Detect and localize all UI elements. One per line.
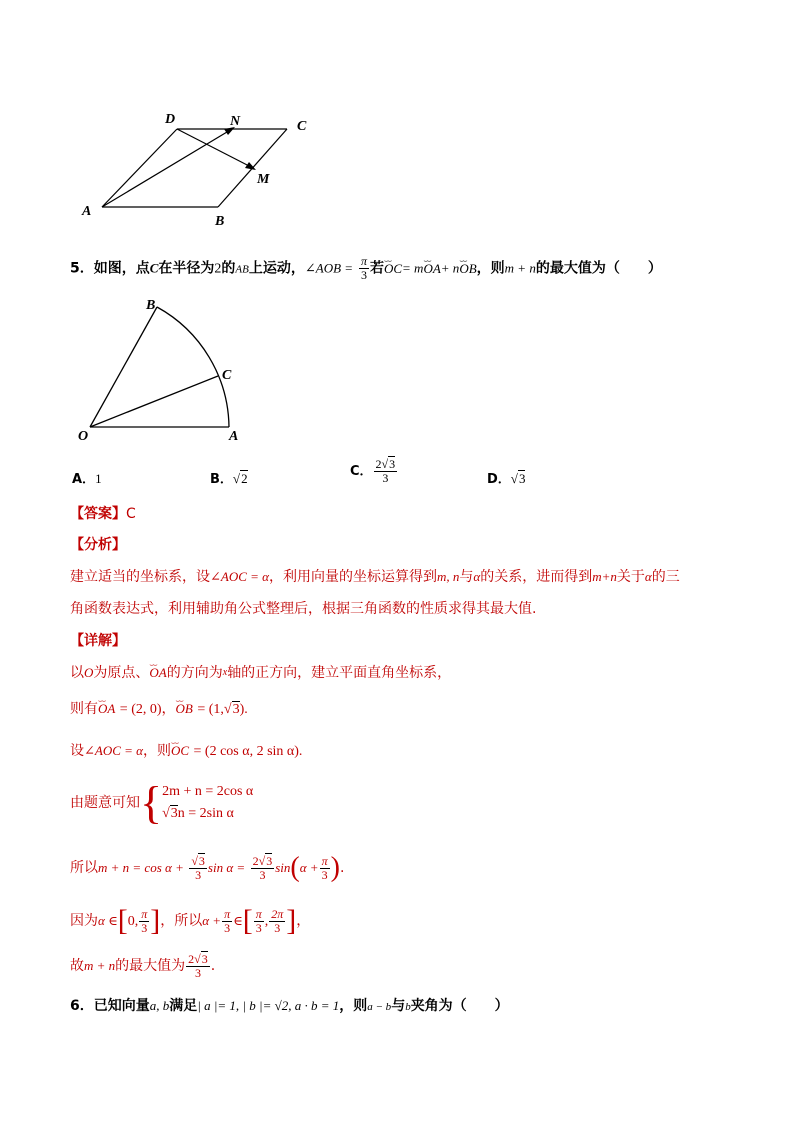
detail-line-4: 由题意可知{ 2m + n = 2cos α √3n = 2sin α (70, 777, 254, 828)
analysis-line-2: 角函数表达式，利用辅助角公式整理后，根据三角函数的性质求得其最大值. (70, 601, 537, 617)
option-c: C． $\frac{2√3}{3}$ (350, 457, 396, 485)
label-O: O (78, 429, 89, 444)
option-a: A．1 (72, 471, 102, 487)
detail-line-6: 因为α ∈[0, $\frac{\pi}{3}$ ]，所以α + $\frac{\pi}{3}$ ∈[ $\frac{\pi}{3}$ , $\frac{2\pi}{3}$ ]， (70, 904, 311, 937)
label-C: C (297, 119, 307, 134)
analysis-tag: 【分析】 (70, 537, 126, 553)
analysis-line-1: 建立适当的坐标系，设∠AOC = α，利用向量的坐标运算得到m, n与α的关系，进而得到m+n关于α的三 (70, 569, 680, 585)
label-A: A (82, 204, 92, 219)
detail-line-5: 所以m + n = cos α + $\frac{√3}{3}$ sin α = $\frac{2√3}{3}$ sin(α + $\frac{\pi}{3}$ ). (70, 852, 345, 883)
label-D: D (165, 112, 176, 127)
label-M: M (257, 172, 270, 187)
sector-figure (72, 292, 262, 447)
option-b: B．√2 (210, 471, 248, 487)
detail-line-7: 故m + n的最大值为 $\frac{2√3}{3}$ . (70, 951, 216, 980)
answer-line: 【答案】C (70, 506, 136, 522)
detail-line-3: 设∠AOC = α，则⌣⌣ OC = (2 cos α, 2 sin α). (70, 741, 302, 762)
label-C2: C (222, 368, 232, 383)
detail-tag: 【详解】 (70, 633, 126, 649)
label-B2: B (146, 298, 156, 313)
option-d: D．√3 (487, 471, 526, 487)
detail-line-1: 以O为原点、⌣⌣ OA的方向为$^x$轴的正方向，建立平面直角坐标系， (70, 663, 451, 683)
question-6: 6．已知向量a, b满足| a |= 1, | b |= √2, a · b = 1，则a − b与b夹角为（ ） (70, 998, 509, 1014)
parallelogram-figure (75, 105, 335, 230)
question-5: 5．如图，点C在半径为2的AB上运动，∠AOB = $\frac{\pi}{3}$ 若⌣⌣ OC= m⌣⌣ OA+ n⌣⌣ OB，则m + n的最大值为（ ） (70, 255, 662, 282)
label-B: B (215, 214, 225, 229)
label-A2: A (229, 429, 239, 444)
detail-line-2: 则有⌣⌣ OA = (2, 0)，⌣⌣ OB = (1,√3). (70, 699, 248, 720)
label-N: N (230, 114, 241, 129)
